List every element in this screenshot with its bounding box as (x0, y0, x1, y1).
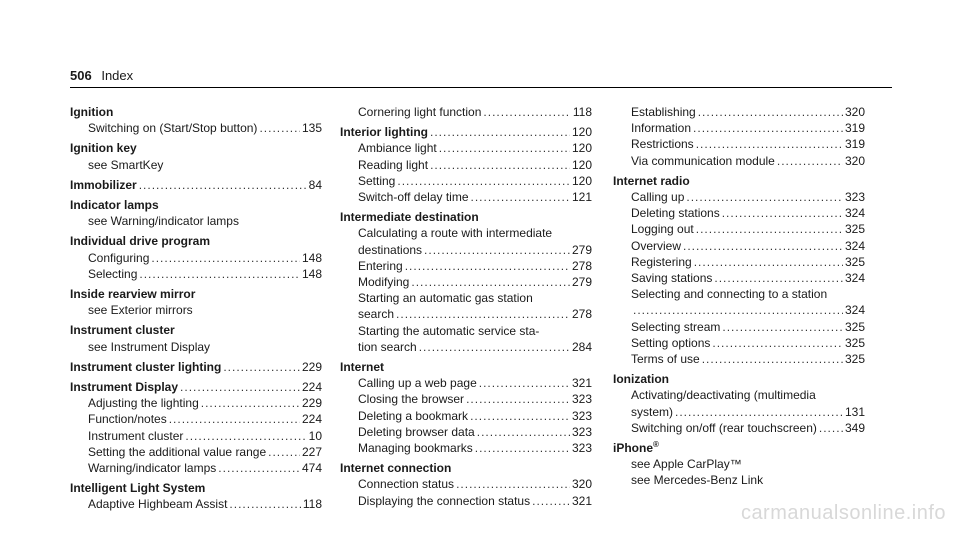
entry-text: Ignition key (70, 141, 137, 156)
index-heading (340, 359, 592, 375)
dot-leader (479, 375, 570, 391)
entry-text: Connection status (358, 477, 455, 492)
page-reference: 320 (571, 477, 592, 492)
index-subentry (70, 213, 322, 229)
entry-text: Selecting (88, 266, 138, 281)
index-subentry (340, 408, 592, 424)
index-subentry (340, 424, 592, 440)
entry-text: Entering (358, 258, 403, 273)
entry-text: Setting (358, 173, 396, 188)
dot-leader (259, 120, 300, 136)
index-subentry (613, 387, 865, 403)
index-subentry (70, 395, 322, 411)
entry-text: Configuring (88, 250, 150, 265)
entry-text: Cornering light function (358, 105, 482, 119)
page-reference: 131 (844, 404, 865, 419)
entry-text: tion search (358, 339, 417, 354)
index-subentry (613, 472, 865, 488)
dot-leader (777, 153, 843, 169)
entry-text: Deleting stations (631, 206, 720, 221)
entry-text: Saving stations (631, 271, 713, 286)
dot-leader (218, 460, 300, 476)
index-subentry (613, 351, 865, 367)
page-reference: 229 (301, 359, 322, 374)
index-subentry (340, 157, 592, 173)
entry-text: search (358, 307, 395, 322)
dot-leader (169, 411, 300, 427)
index-subentry (613, 221, 865, 237)
dot-leader (694, 254, 843, 270)
index-subentry (340, 274, 592, 290)
index-subentry (613, 302, 865, 318)
dot-leader (532, 493, 570, 509)
page-reference: 324 (844, 271, 865, 286)
index-subentry (70, 460, 322, 476)
index-subentry (340, 258, 592, 274)
dot-leader (223, 359, 300, 375)
dot-leader (702, 351, 843, 367)
page-reference: 319 (844, 137, 865, 152)
page-reference: 135 (301, 121, 322, 136)
page-reference: 148 (301, 266, 322, 281)
index-heading (70, 322, 322, 338)
page-reference: 349 (844, 420, 865, 435)
dot-leader (419, 339, 570, 355)
page-reference: 121 (571, 190, 592, 205)
entry-text: Instrument Display (70, 380, 179, 395)
entry-text: Closing the browser (358, 392, 465, 407)
dot-leader (411, 274, 570, 290)
page-reference: 321 (571, 493, 592, 508)
entry-text: Registering (631, 254, 692, 269)
page-reference: 323 (571, 392, 592, 407)
entry-text: Adaptive Highbeam Assist (88, 497, 228, 512)
entry-text: Deleting browser data (358, 424, 475, 439)
watermark: carmanualsonline.info (740, 502, 946, 524)
index-heading (340, 460, 592, 476)
entry-text: Displaying the connection status (358, 493, 531, 508)
index-heading (70, 197, 322, 213)
entry-text: Terms of use (631, 352, 700, 367)
page-reference: 279 (571, 275, 592, 290)
dot-leader (229, 496, 300, 512)
dot-leader (722, 319, 843, 335)
index-subentry (70, 411, 322, 427)
page-number: 506 (70, 68, 92, 83)
index-subentry (613, 270, 865, 286)
index-column-3 (613, 104, 865, 489)
page-reference: 148 (301, 250, 322, 265)
entry-text: Starting the automatic service sta- (358, 323, 540, 338)
dot-leader (430, 157, 570, 173)
entry-text: see SmartKey (88, 157, 164, 172)
index-heading (613, 371, 865, 387)
page-reference: 229 (301, 396, 322, 411)
dot-leader (430, 124, 570, 140)
entry-text: see Warning/indicator lamps (88, 214, 239, 229)
dot-leader (714, 270, 843, 286)
entry-text: Internet radio (613, 173, 690, 188)
index-subentry (70, 266, 322, 282)
page-reference: 325 (844, 319, 865, 334)
page-reference: 279 (571, 242, 592, 257)
index-subentry (70, 496, 322, 512)
index-subentry (70, 428, 322, 444)
index-subentry (340, 493, 592, 509)
index-subentry (340, 189, 592, 205)
entry-text: Calling up (631, 190, 685, 205)
index-subentry (613, 456, 865, 472)
index-subentry (613, 420, 865, 436)
index-subentry (613, 153, 865, 169)
index-subentry (70, 120, 322, 136)
index-column-1 (70, 104, 322, 513)
dot-leader (819, 420, 843, 436)
dot-leader (633, 302, 843, 318)
page-reference: 120 (571, 125, 592, 140)
index-heading (70, 379, 322, 395)
page-reference: 10 (308, 428, 322, 443)
dot-leader (139, 266, 300, 282)
entry-text: system) (631, 404, 673, 419)
entry-text: Ionization (613, 372, 669, 387)
entry-text: Intelligent Light System (70, 481, 206, 496)
entry-text: Overview (631, 238, 682, 253)
entry-text: Selecting stream (631, 319, 721, 334)
index-subentry (340, 173, 592, 189)
entry-text: Internet (340, 360, 385, 375)
entry-text: Establishing (631, 105, 696, 119)
entry-text: Ambiance light (358, 141, 437, 156)
index-subentry (613, 120, 865, 136)
page-reference: 323 (844, 190, 865, 205)
dot-leader (139, 177, 307, 193)
index-heading (70, 177, 322, 193)
index-subentry (340, 391, 592, 407)
entry-text: iPhone® (613, 440, 659, 456)
entry-text: Selecting and connecting to a station (631, 287, 828, 302)
index-heading (340, 124, 592, 140)
index-heading (70, 286, 322, 302)
dot-leader (466, 391, 570, 407)
entry-text: Setting options (631, 335, 711, 350)
entry-superscript: ® (653, 440, 659, 450)
index-subentry (340, 306, 592, 322)
index-heading (70, 104, 322, 120)
entry-text: Internet connection (340, 461, 452, 476)
index-column-2 (340, 104, 592, 509)
page-reference: 120 (571, 157, 592, 172)
index-subentry (613, 286, 865, 302)
index-subentry (340, 104, 592, 120)
page-reference: 284 (571, 339, 592, 354)
index-subentry (340, 476, 592, 492)
entry-text: Logging out (631, 222, 694, 237)
entry-text: Switching on/off (rear touchscreen) (631, 420, 817, 435)
dot-leader (405, 258, 570, 274)
entry-text: see Apple CarPlay™ (631, 457, 742, 472)
dot-leader (698, 104, 843, 120)
page-reference: 474 (301, 461, 322, 476)
entry-text: Activating/deactivating (multimedia (631, 388, 816, 403)
index-subentry (340, 339, 592, 355)
index-heading (70, 359, 322, 375)
page-reference: 325 (844, 254, 865, 269)
index-subentry (70, 250, 322, 266)
page-reference: 323 (571, 441, 592, 456)
page-reference: 118 (572, 105, 592, 119)
dot-leader (439, 140, 570, 156)
entry-text: see Mercedes-Benz Link (631, 473, 764, 488)
dot-leader (477, 424, 570, 440)
index-subentry (613, 104, 865, 120)
entry-text: Intermediate destination (340, 210, 479, 225)
page-reference: 278 (571, 258, 592, 273)
index-heading (70, 140, 322, 156)
page-reference: 324 (844, 303, 865, 318)
dot-leader (675, 404, 843, 420)
header-divider (70, 87, 892, 88)
dot-leader (683, 238, 843, 254)
index-subentry (613, 319, 865, 335)
index-subentry (613, 136, 865, 152)
index-subentry (613, 238, 865, 254)
page-reference: 325 (844, 335, 865, 350)
page-reference: 323 (571, 408, 592, 423)
dot-leader (151, 250, 300, 266)
entry-text: see Instrument Display (88, 339, 211, 354)
index-subentry (340, 140, 592, 156)
index-heading (70, 480, 322, 496)
page-reference: 325 (844, 352, 865, 367)
dot-leader (456, 476, 570, 492)
entry-text: Managing bookmarks (358, 441, 473, 456)
dot-leader (470, 408, 570, 424)
page-reference: 84 (308, 177, 322, 192)
entry-text: see Exterior mirrors (88, 303, 193, 318)
page-reference: 325 (844, 222, 865, 237)
entry-text: Switching on (Start/Stop button) (88, 121, 258, 136)
page-reference: 320 (844, 153, 865, 168)
dot-leader (696, 221, 843, 237)
entry-text: destinations (358, 242, 423, 257)
entry-text: Instrument cluster (88, 428, 184, 443)
page-reference: 321 (571, 376, 592, 391)
index-subentry (613, 254, 865, 270)
dot-leader (185, 428, 306, 444)
entry-text: Calculating a route with intermediate (358, 226, 553, 241)
page-reference: 224 (301, 412, 322, 427)
page-reference: 227 (301, 444, 322, 459)
entry-text: Starting an automatic gas station (358, 291, 533, 306)
entry-text: Warning/indicator lamps (88, 461, 217, 476)
page-reference: 120 (571, 141, 592, 156)
entry-text: Restrictions (631, 137, 694, 152)
entry-text: Immobilizer (70, 177, 137, 192)
dot-leader (424, 242, 570, 258)
entry-text: Via communication module (631, 153, 775, 168)
index-subentry (340, 323, 592, 339)
index-subentry (70, 157, 322, 173)
section-title: Index (101, 68, 134, 83)
index-subentry (613, 335, 865, 351)
entry-text: Calling up a web page (358, 376, 477, 391)
index-heading (340, 209, 592, 225)
entry-text: Modifying (358, 275, 410, 290)
index-heading (613, 173, 865, 189)
page-reference: 120 (571, 173, 592, 188)
page-reference: 319 (844, 121, 865, 136)
index-subentry (70, 339, 322, 355)
entry-text: Switch-off delay time (358, 190, 469, 205)
dot-leader (201, 395, 300, 411)
entry-text: Instrument cluster lighting (70, 359, 222, 374)
entry-text: Ignition (70, 105, 114, 119)
dot-leader (180, 379, 300, 395)
page-reference: 324 (844, 206, 865, 221)
entry-text: Instrument cluster (70, 323, 175, 338)
dot-leader (712, 335, 843, 351)
dot-leader (696, 136, 843, 152)
page-reference: 118 (302, 497, 322, 512)
page-header (70, 68, 133, 83)
entry-text: Reading light (358, 157, 429, 172)
index-subentry (340, 375, 592, 391)
index-subentry (340, 440, 592, 456)
dot-leader (396, 306, 570, 322)
dot-leader (483, 104, 570, 120)
page-reference: 278 (571, 307, 592, 322)
dot-leader (471, 189, 570, 205)
index-heading (70, 233, 322, 249)
index-subentry (613, 205, 865, 221)
page-reference: 224 (301, 380, 322, 395)
index-heading (613, 440, 865, 456)
index-subentry (340, 290, 592, 306)
page-reference: 324 (844, 238, 865, 253)
dot-leader (475, 440, 570, 456)
index-subentry (613, 404, 865, 420)
dot-leader (693, 120, 843, 136)
dot-leader (722, 205, 843, 221)
entry-text: Setting the additional value range (88, 444, 267, 459)
entry-text: Indicator lamps (70, 198, 159, 213)
index-subentry (70, 302, 322, 318)
index-subentry (613, 189, 865, 205)
index-subentry (340, 225, 592, 241)
dot-leader (268, 444, 300, 460)
entry-text: Function/notes (88, 412, 167, 427)
page-reference: 320 (844, 105, 865, 119)
page-reference: 323 (571, 424, 592, 439)
index-subentry (70, 444, 322, 460)
entry-text: Individual drive program (70, 234, 211, 249)
entry-text: Interior lighting (340, 125, 428, 140)
entry-text: Inside rearview mirror (70, 287, 196, 302)
index-subentry (340, 242, 592, 258)
entry-text: Information (631, 121, 692, 136)
dot-leader (397, 173, 570, 189)
entry-text: Deleting a bookmark (358, 408, 469, 423)
dot-leader (686, 189, 843, 205)
entry-text: Adjusting the lighting (88, 396, 199, 411)
